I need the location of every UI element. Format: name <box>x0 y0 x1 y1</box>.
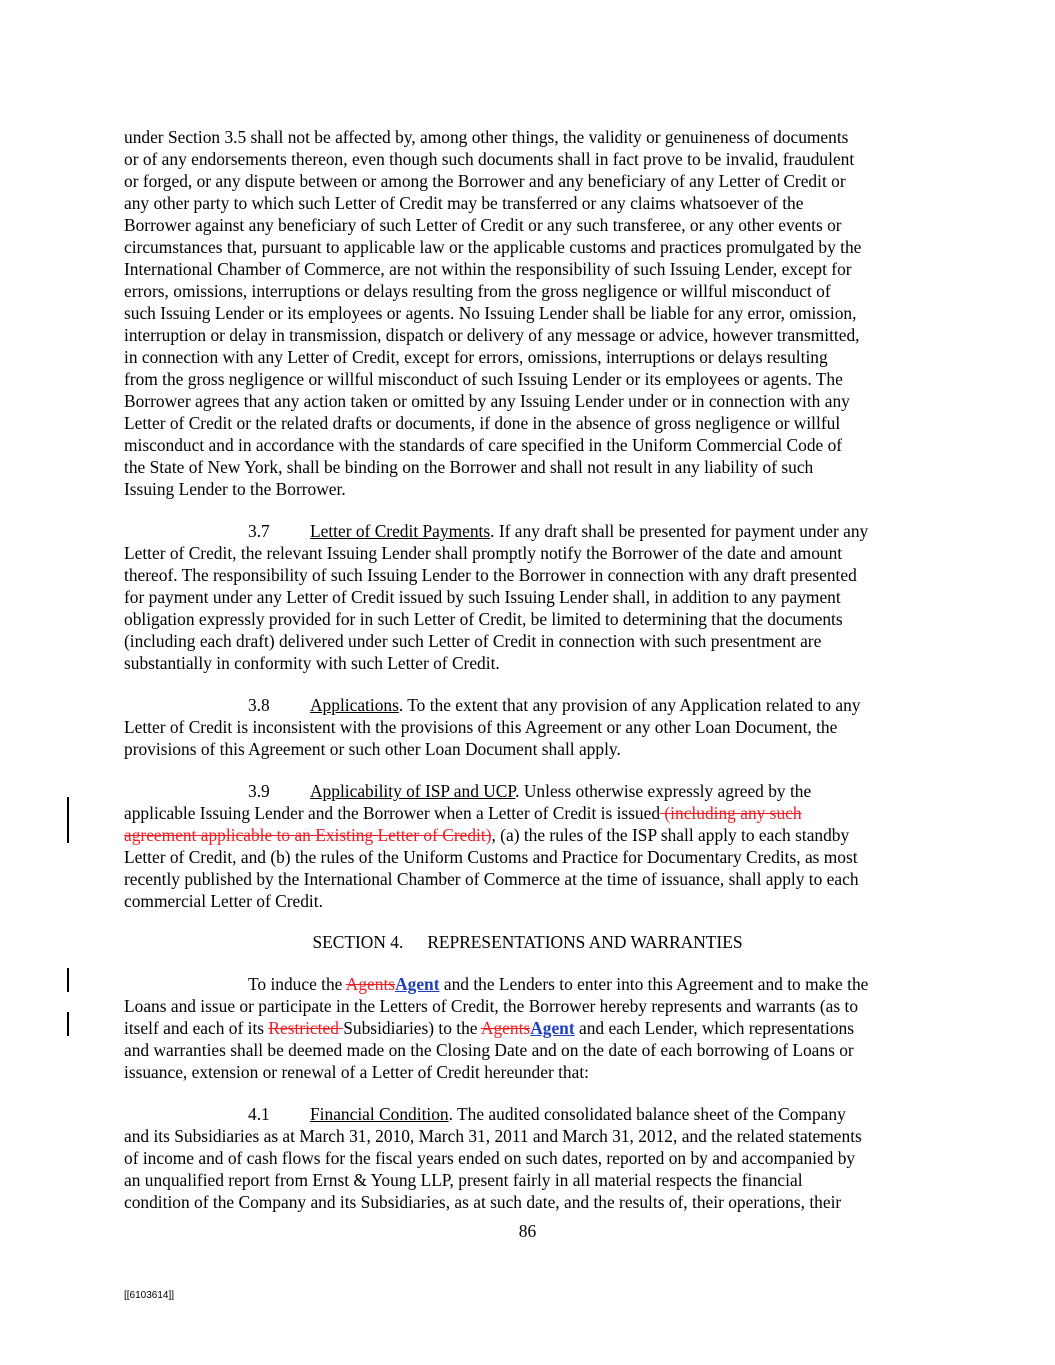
text-line: thereof. The responsibility of such Issuing Lender to the Borrower in connection with any draft presented <box>124 565 857 585</box>
text-line: substantially in conformity with such Letter of Credit. <box>124 653 500 673</box>
section-heading: Financial Condition <box>310 1104 449 1124</box>
text-line <box>248 973 868 995</box>
text-run: . If any draft shall be presented for payment under any <box>490 521 869 541</box>
text-run: . Unless otherwise expressly agreed by the <box>515 781 812 801</box>
text-line: Loans and issue or participate in the Letters of Credit, the Borrower hereby represents and warrants (as to <box>124 996 859 1016</box>
deleted-text: agreement applicable to an Existing Letter of Credit) <box>124 825 492 845</box>
text-line: commercial Letter of Credit. <box>124 891 323 911</box>
text-line <box>124 802 802 824</box>
deleted-text: Restricted <box>268 1018 344 1038</box>
text-line <box>248 1103 846 1125</box>
section-number: 3.7 <box>248 521 270 541</box>
text-run: applicable Issuing Lender and the Borrower when a Letter of Credit is issued <box>124 803 661 823</box>
text-line <box>124 824 849 846</box>
text-line: an unqualified report from Ernst & Young LLP, present fairly in all material respects the financial <box>124 1170 803 1190</box>
page-number: 86 <box>518 1221 537 1241</box>
text-line: obligation expressly provided for in such Letter of Credit, be limited to determining that the documents <box>124 609 843 629</box>
change-bar <box>67 1012 69 1036</box>
text-run: Subsidiaries) to the <box>343 1018 481 1038</box>
text-line: in connection with any Letter of Credit, except for errors, omissions, interruptions or delays resulting <box>124 347 828 367</box>
text-run: . The audited consolidated balance sheet of the Company <box>448 1104 846 1124</box>
text-line: recently published by the International Chamber of Commerce at the time of issuance, shall apply to each <box>124 869 859 889</box>
text-run: and the Lenders to enter into this Agreement and to make the <box>439 974 869 994</box>
section-heading: Letter of Credit Payments <box>310 521 491 541</box>
deleted-text: (including any such <box>660 803 802 823</box>
text-line: condition of the Company and its Subsidiaries, as at such date, and the results of, their operations, their <box>124 1192 842 1212</box>
text-line: and warranties shall be deemed made on the Closing Date and on the date of each borrowing of Loans or <box>124 1040 854 1060</box>
section-4-heading <box>0 931 1055 953</box>
text-run: and each Lender, which representations <box>574 1018 855 1038</box>
text-line: Letter of Credit, the relevant Issuing Lender shall promptly notify the Borrower of the date and amount <box>124 543 843 563</box>
text-line <box>248 780 811 802</box>
section-number: SECTION 4. <box>312 932 404 952</box>
text-line: from the gross negligence or willful misconduct of such Issuing Lender or its employees or agents. The <box>124 369 843 389</box>
text-line: issuance, extension or renewal of a Letter of Credit hereunder that: <box>124 1062 590 1082</box>
text-line: of income and of cash flows for the fiscal years ended on such dates, reported on by and accompanied by <box>124 1148 856 1168</box>
section-heading: Applicability of ISP and UCP <box>310 781 516 801</box>
change-bar <box>67 968 69 992</box>
text-line: circumstances that, pursuant to applicable law or the applicable customs and practices promulgated by the <box>124 237 862 257</box>
section-number: 3.8 <box>248 695 270 715</box>
inserted-text: Agent <box>395 974 440 994</box>
text-line: Borrower agrees that any action taken or omitted by any Issuing Lender under or in connection with any <box>124 391 850 411</box>
text-line: Borrower against any beneficiary of such Letter of Credit or any such transferee, or any other events or <box>124 215 842 235</box>
text-line: under Section 3.5 shall not be affected by, among other things, the validity or genuineness of documents <box>124 127 849 147</box>
deleted-text: Agents <box>345 974 396 994</box>
text-run: . To the extent that any provision of any Application related to any <box>398 695 861 715</box>
text-line: provisions of this Agreement or such other Loan Document shall apply. <box>124 739 621 759</box>
text-line: and its Subsidiaries as at March 31, 2010, March 31, 2011 and March 31, 2012, and the related statements <box>124 1126 862 1146</box>
text-line <box>124 1017 854 1039</box>
text-line <box>248 520 868 542</box>
section-number: 4.1 <box>248 1104 270 1124</box>
section-number: 3.9 <box>248 781 270 801</box>
change-bar <box>67 797 69 843</box>
deleted-text: Agents <box>480 1018 531 1038</box>
section-heading: REPRESENTATIONS AND WARRANTIES <box>427 932 743 952</box>
text-line: misconduct and in accordance with the standards of care specified in the Uniform Commercial Code of <box>124 435 843 455</box>
text-line: any other party to which such Letter of Credit may be transferred or any claims whatsoever of the <box>124 193 804 213</box>
text-line: Letter of Credit or the related drafts or documents, if done in the absence of gross negligence or willful <box>124 413 841 433</box>
text-line: the State of New York, shall be binding on the Borrower and shall not result in any liability of such <box>124 457 814 477</box>
text-line: Letter of Credit is inconsistent with the provisions of this Agreement or any other Loan Document, the <box>124 717 838 737</box>
text-line: or of any endorsements thereon, even though such documents shall in fact prove to be invalid, fraudulent <box>124 149 855 169</box>
text-run: , (a) the rules of the ISP shall apply to each standby <box>491 825 850 845</box>
inserted-text: Agent <box>530 1018 575 1038</box>
text-line: Letter of Credit, and (b) the rules of the Uniform Customs and Practice for Documentary Credits, as most <box>124 847 858 867</box>
document-id-footer: [[6103614]] <box>124 1290 175 1301</box>
section-heading: Applications <box>310 695 399 715</box>
text-line: International Chamber of Commerce, are not within the responsibility of such Issuing Lender, except for <box>124 259 852 279</box>
text-line <box>248 694 861 716</box>
text-line: Issuing Lender to the Borrower. <box>124 479 346 499</box>
text-line: errors, omissions, interruptions or delays resulting from the gross negligence or willful misconduct of <box>124 281 831 301</box>
text-run: To induce the <box>248 974 346 994</box>
text-line: such Issuing Lender or its employees or agents. No Issuing Lender shall be liable for any error, omission, <box>124 303 857 323</box>
text-line: interruption or delay in transmission, dispatch or delivery of any message or advice, however transmitted, <box>124 325 860 345</box>
text-line: for payment under any Letter of Credit issued by such Issuing Lender shall, in addition to any payment <box>124 587 841 607</box>
text-line: or forged, or any dispute between or among the Borrower and any beneficiary of any Letter of Credit or <box>124 171 846 191</box>
text-run: itself and each of its <box>124 1018 269 1038</box>
text-line: (including each draft) delivered under such Letter of Credit in connection with such presentment are <box>124 631 822 651</box>
